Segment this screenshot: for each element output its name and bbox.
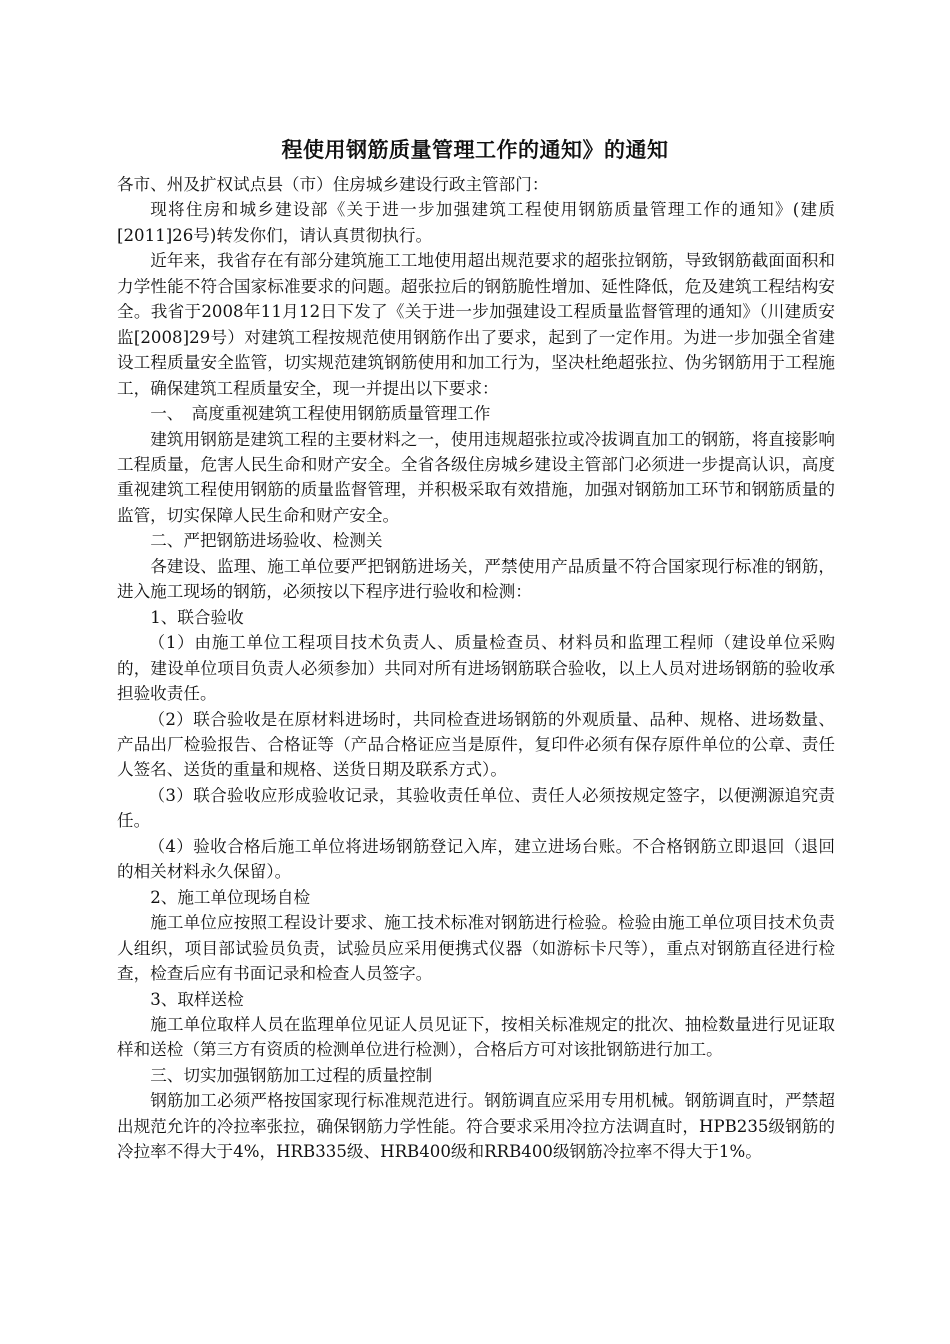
document-title: 程使用钢筋质量管理工作的通知》的通知 — [281, 138, 669, 162]
paragraph: 二、严把钢筋进场验收、检测关 — [150, 531, 383, 551]
paragraph: 一、 高度重视建筑工程使用钢筋质量管理工作 — [150, 404, 491, 424]
paragraph: 钢筋加工必须严格按国家现行标准规范进行。钢筋调直应采用专用机械。钢筋调直时，严禁超出规范允许的冷拉率张拉，确保钢筋力学性能。符合要求采用冷拉方法调直时，HPB235级钢筋的冷拉率不得大于4%，HRB335级、HRB400级和RRB400级钢筋冷拉率不得大于1%。 — [117, 1091, 835, 1162]
paragraph: 2、施工单位现场自检 — [150, 887, 311, 907]
paragraph: 建筑用钢筋是建筑工程的主要材料之一，使用违规超张拉或冷拔调直加工的钢筋，将直接影响工程质量，危害人民生命和财产安全。全省各级住房城乡建设主管部门必须进一步提高认识，高度重视建筑工程使用钢筋的质量监督管理，并积极采取有效措施，加强对钢筋加工环节和钢筋质量的监管，切实保障人民生命和财产安全。 — [117, 429, 835, 525]
paragraph: （4）验收合格后施工单位将进场钢筋登记入库，建立进场台账。不合格钢筋立即退回（退回的相关材料永久保留）。 — [117, 836, 835, 882]
paragraph: 施工单位应按照工程设计要求、施工技术标准对钢筋进行检验。检验由施工单位项目技术负责人组织，项目部试验员负责，试验员应采用便携式仪器（如游标卡尺等），重点对钢筋直径进行检查，检查后应有书面记录和检查人员签字。 — [117, 913, 835, 984]
document-body — [117, 172, 835, 1165]
paragraph: 各建设、监理、施工单位要严把钢筋进场关，严禁使用产品质量不符合国家现行标准的钢筋，进入施工现场的钢筋，必须按以下程序进行验收和检测： — [117, 556, 835, 602]
paragraph: （1）由施工单位工程项目技术负责人、质量检查员、材料员和监理工程师（建设单位采购的，建设单位项目负责人必须参加）共同对所有进场钢筋联合验收，以上人员对进场钢筋的验收承担验收责任。 — [117, 633, 835, 704]
paragraph: 三、切实加强钢筋加工过程的质量控制 — [150, 1065, 433, 1085]
paragraph: 现将住房和城乡建设部《关于进一步加强建筑工程使用钢筋质量管理工作的通知》(建质[2011]26号)转发你们，请认真贯彻执行。 — [117, 200, 835, 245]
paragraph: 各市、州及扩权试点县（市）住房城乡建设行政主管部门： — [117, 175, 549, 194]
paragraph: 近年来，我省存在有部分建筑施工工地使用超出规范要求的超张拉钢筋，导致钢筋截面面积和力学性能不符合国家标准要求的问题。超张拉后的钢筋脆性增加、延性降低，危及建筑工程结构安全。我省于2008年11月12日下发了《关于进一步加强建设工程质量监督管理的通知》（川建质安监[2008]29号）对建筑工程按规范使用钢筋作出了要求，起到了一定作用。为进一步加强全省建设工程质量安全监管，切实规范建筑钢筋使用和加工行为，坚决杜绝超张拉、伪劣钢筋用于工程施工，确保建筑工程质量安全，现一并提出以下要求： — [117, 251, 835, 398]
paragraph: 1、联合验收 — [150, 607, 244, 627]
paragraph: 3、取样送检 — [150, 989, 244, 1009]
paragraph: （2）联合验收是在原材料进场时，共同检查进场钢筋的外观质量、品种、规格、进场数量、产品出厂检验报告、合格证等（产品合格证应当是原件，复印件必须有保存原件单位的公章、责任人签名、送货的重量和规格、送货日期及联系方式）。 — [117, 709, 835, 780]
paragraph: （3）联合验收应形成验收记录，其验收责任单位、责任人必须按规定签字，以便溯源追究责任。 — [117, 785, 835, 831]
paragraph: 施工单位取样人员在监理单位见证人员见证下，按相关标准规定的批次、抽检数量进行见证取样和送检（第三方有资质的检测单位进行检测），合格后方可对该批钢筋进行加工。 — [117, 1014, 835, 1060]
